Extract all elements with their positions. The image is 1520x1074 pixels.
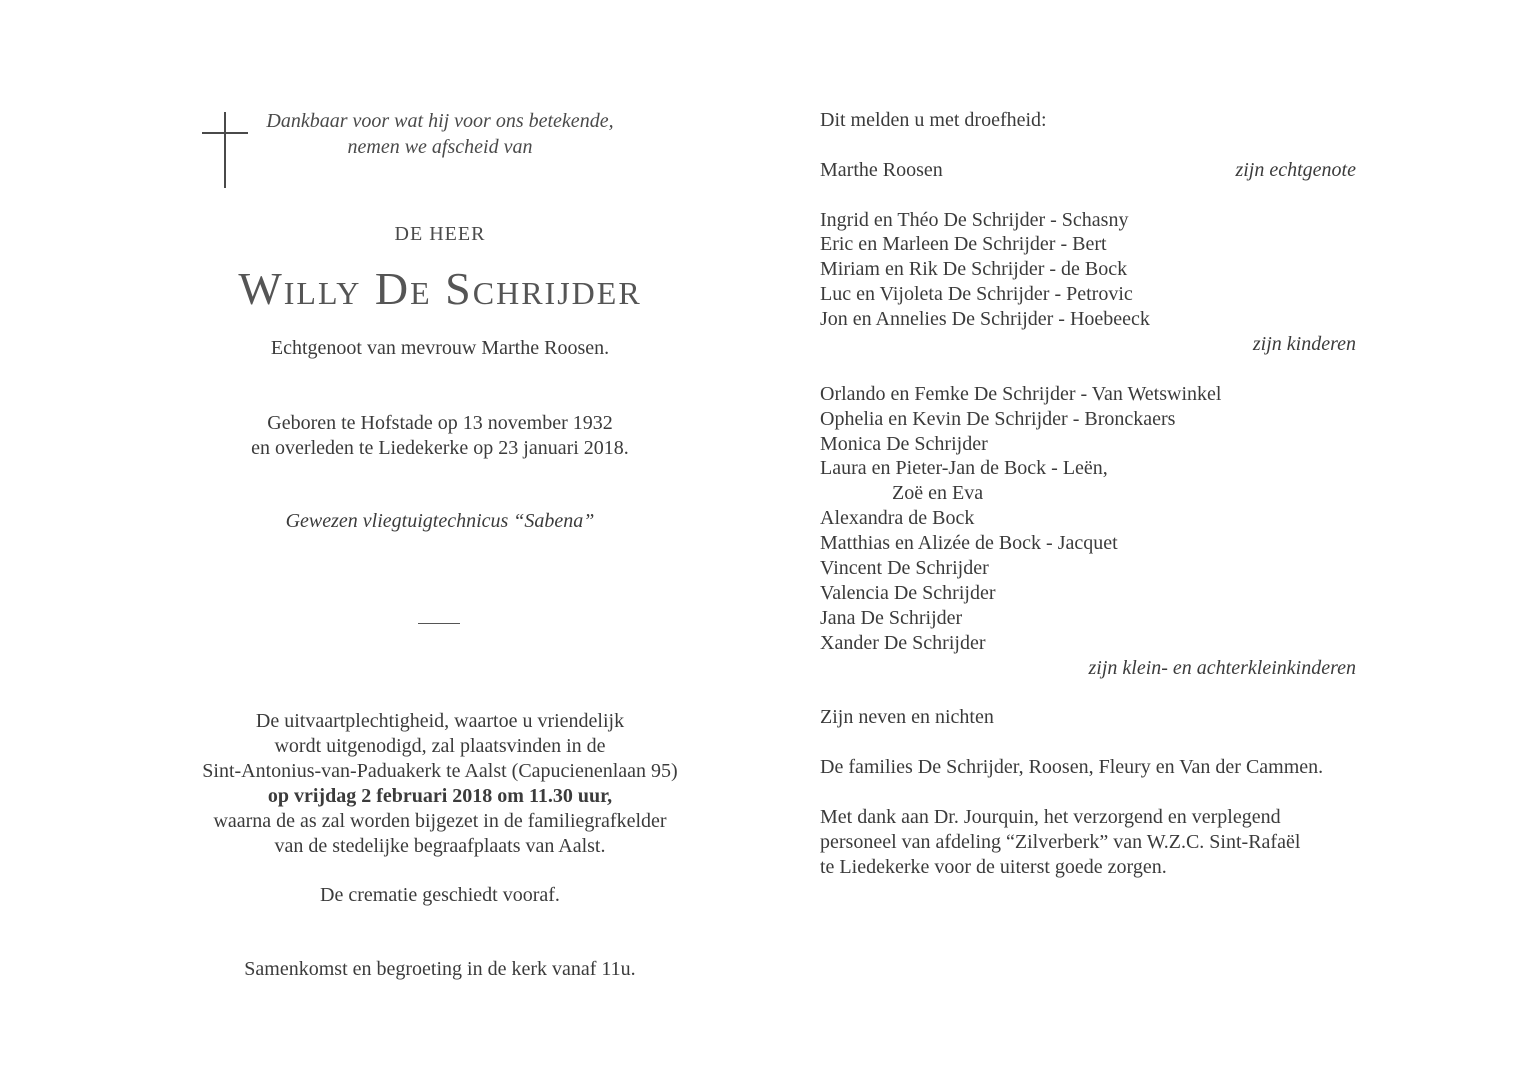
grandchild-line: Valencia De Schrijder <box>820 581 996 604</box>
thanks-line: Met dank aan Dr. Jourquin, het verzorgend en verplegend <box>820 805 1281 828</box>
intro-line-2: nemen we afscheid van <box>347 136 533 158</box>
birth-death-info <box>170 411 710 461</box>
ceremony-line-1: De uitvaartplechtigheid, waartoe u vriendelijk <box>255 710 625 732</box>
family-list <box>820 108 1356 880</box>
divider <box>418 623 460 624</box>
death-line: en overleden te Liedekerke op 23 januari 2018. <box>251 437 629 459</box>
grandchild-line: Alexandra de Bock <box>820 507 975 530</box>
thanks-line: personeel van afdeling “Zilverberk” van W.Z.C. Sint-Rafaël <box>820 830 1301 853</box>
ceremony-line-3: Sint-Antonius-van-Paduakerk te Aalst (Capucienenlaan 95) <box>202 760 678 782</box>
intro-text <box>240 108 640 160</box>
announce-line: Dit melden u met droefheid: <box>820 109 1047 131</box>
families-line: De families De Schrijder, Roosen, Fleury en Van der Cammen. <box>820 756 1324 779</box>
deceased-name: Willy De Schrijder <box>238 263 642 314</box>
profession: Gewezen vliegtuigtechnicus “Sabena” <box>285 510 595 532</box>
thanks-line: te Liedekerke voor de uiterst goede zorgen. <box>820 855 1167 878</box>
cremation-note: De crematie geschiedt vooraf. <box>320 884 560 906</box>
ceremony-line-4: op vrijdag 2 februari 2018 om 11.30 uur, <box>267 785 613 807</box>
child-line: Ingrid en Théo De Schrijder - Schasny <box>820 208 1129 231</box>
grandchild-line: Jana De Schrijder <box>820 606 963 629</box>
birth-line: Geboren te Hofstade op 13 november 1932 <box>267 412 613 434</box>
spouse-role: zijn echtgenote <box>1235 158 1356 181</box>
grandchild-line: Laura en Pieter-Jan de Bock - Leën, <box>820 457 1108 480</box>
ceremony-info <box>170 709 710 859</box>
grandchild-line: Orlando en Femke De Schrijder - Van Wetswinkel <box>820 382 1222 405</box>
grandchild-line: Zoë en Eva <box>892 482 984 505</box>
gathering-note: Samenkomst en begroeting in de kerk vanaf 11u. <box>244 958 636 980</box>
spouse-line: Echtgenoot van mevrouw Marthe Roosen. <box>270 337 610 359</box>
grandchild-line: Vincent De Schrijder <box>820 557 989 580</box>
ceremony-line-2: wordt uitgenodigd, zal plaatsvinden in de <box>274 735 606 757</box>
ceremony-line-6: van de stedelijke begraafplaats van Aalst. <box>274 835 606 857</box>
title-prefix: DE HEER <box>394 223 486 245</box>
cousins-line: Zijn neven en nichten <box>820 706 994 729</box>
spouse-row <box>820 158 1356 183</box>
ceremony-line-5: waarna de as zal worden bijgezet in de familiegrafkelder <box>213 810 667 832</box>
intro-line-1: Dankbaar voor wat hij voor ons betekende, <box>266 110 614 132</box>
grandchild-line: Matthias en Alizée de Bock - Jacquet <box>820 532 1118 555</box>
child-line: Jon en Annelies De Schrijder - Hoebeeck <box>820 308 1150 331</box>
grandchildren-role: zijn klein- en achterkleinkinderen <box>1088 656 1356 679</box>
children-role: zijn kinderen <box>1252 333 1356 356</box>
child-line: Eric en Marleen De Schrijder - Bert <box>820 233 1107 256</box>
spouse-name: Marthe Roosen <box>820 158 943 181</box>
grandchild-line: Xander De Schrijder <box>820 631 986 654</box>
grandchild-line: Ophelia en Kevin De Schrijder - Bronckaers <box>820 407 1176 430</box>
child-line: Luc en Vijoleta De Schrijder - Petrovic <box>820 283 1133 306</box>
child-line: Miriam en Rik De Schrijder - de Bock <box>820 258 1128 281</box>
grandchild-line: Monica De Schrijder <box>820 432 988 455</box>
